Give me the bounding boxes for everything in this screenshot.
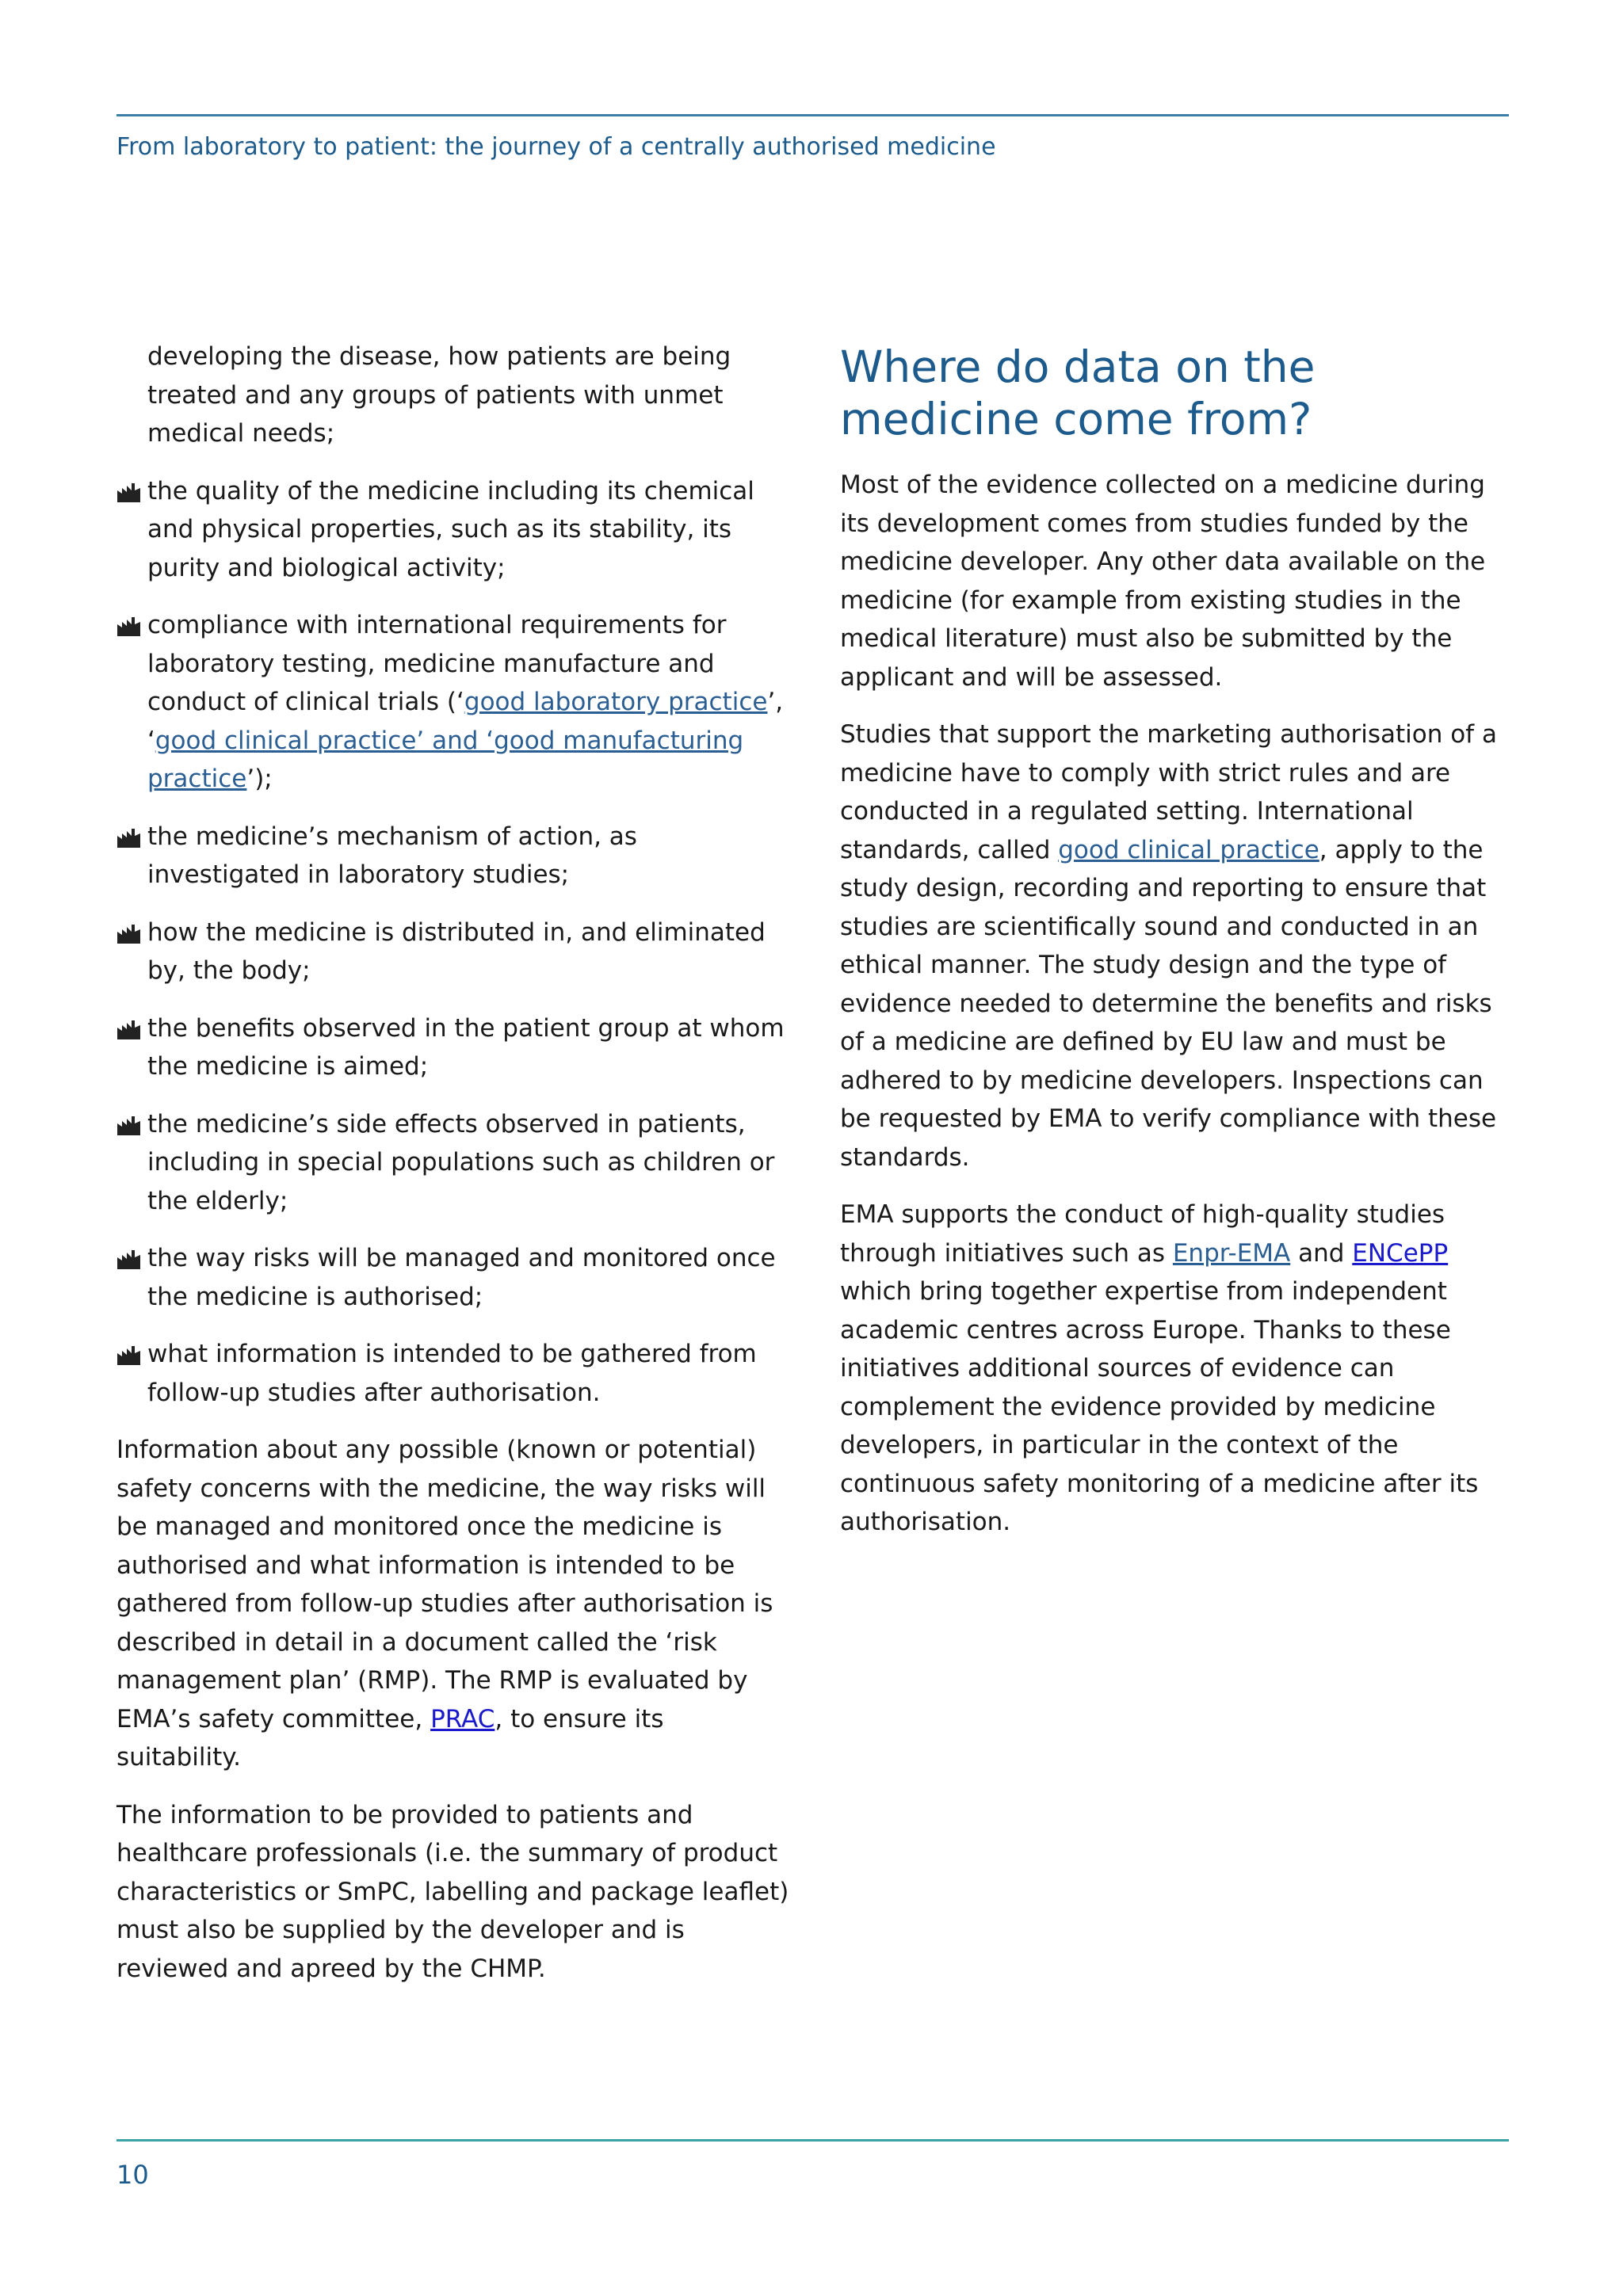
list-item-text: ’); bbox=[246, 765, 273, 793]
good-laboratory-practice-link[interactable]: good laboratory practice bbox=[464, 688, 768, 716]
factory-icon bbox=[116, 1020, 141, 1039]
rmp-paragraph bbox=[116, 1431, 790, 1777]
list-item-text: the way risks will be managed and monitored once the medicine is authorised; bbox=[147, 1244, 776, 1311]
page-number: 10 bbox=[116, 2160, 149, 2190]
product-information-paragraph: The information to be provided to patients and healthcare professionals (i.e. the summary of product characteristics or SmPC, labelling and package leaflet) must also be supplied by the developer and is reviewed and apreed by the CHMP. bbox=[116, 1800, 789, 1983]
bullet-list bbox=[116, 338, 790, 1412]
header-rule bbox=[116, 114, 1509, 116]
paragraph-text: , apply to the study design, recording and reporting to ensure that studies are scientifically sound and conducted in an ethical manner. The study design and the type of evidence needed to determine the benefits and risks of a medicine are defined by EU law and must be adhered to by medicine developers. Inspections can be requested by EMA to verify compliance with these standards. bbox=[840, 835, 1497, 1172]
section-heading: Where do data on the medicine come from? bbox=[840, 341, 1316, 444]
right-column bbox=[840, 338, 1498, 1561]
list-item bbox=[116, 818, 790, 894]
evidence-paragraph: Most of the evidence collected on a medicine during its development comes from studies funded by the medicine developer. Any other data available on the medicine (for example from existing studies in the medical literature) must also be submitted by the applicant and will be assessed. bbox=[840, 471, 1486, 692]
list-item bbox=[116, 1335, 790, 1412]
footer-rule bbox=[116, 2139, 1509, 2142]
good-clinical-practice-link[interactable]: good clinical practice bbox=[1058, 835, 1319, 864]
good-clinical-manufacturing-practice-link[interactable]: good clinical practice’ and ‘good manufacturing practice bbox=[147, 726, 744, 793]
list-item bbox=[116, 913, 790, 990]
encepp-link[interactable]: ENCePP bbox=[1352, 1238, 1449, 1268]
factory-icon bbox=[116, 617, 141, 636]
list-item bbox=[116, 1239, 790, 1316]
list-item-text: developing the disease, how patients are being treated and any groups of patients with unmet medical needs; bbox=[147, 342, 731, 448]
factory-icon bbox=[116, 483, 141, 502]
list-item bbox=[116, 1009, 790, 1086]
paragraph-text: , to ensure its suitability. bbox=[116, 1704, 664, 1772]
paragraph-text: Studies that support the marketing authorisation of a medicine have to comply with strict rules and are conducted in a regulated setting. International standards, called bbox=[840, 720, 1497, 864]
paragraph-text: Information about any possible (known or potential) safety concerns with the medicine, the way risks will be managed and monitored once the medicine is authorised and what information is intended to be gathered from follow-up studies after authorisation is described in detail in a document called the ‘risk management plan’ (RMP). The RMP is evaluated by EMA’s safety committee, bbox=[116, 1436, 773, 1733]
list-item-text: what information is intended to be gathered from follow-up studies after authorisation. bbox=[147, 1340, 757, 1407]
enpr-ema-link[interactable]: Enpr-EMA bbox=[1172, 1238, 1291, 1268]
paragraph-text: which bring together expertise from independent academic centres across Europe. Thanks to these initiatives additional sources of evidence can complement the evidence provided by medicine developers, in particular in the context of the continuous safety monitoring of a medicine after its authorisation. bbox=[840, 1277, 1479, 1536]
factory-icon bbox=[116, 829, 141, 848]
prac-link[interactable]: PRAC bbox=[430, 1704, 495, 1733]
list-item bbox=[116, 606, 790, 799]
list-item bbox=[116, 1105, 790, 1221]
factory-icon bbox=[116, 1116, 141, 1135]
paragraph-text: EMA supports the conduct of high-quality studies through initiatives such as bbox=[840, 1200, 1445, 1268]
initiatives-paragraph bbox=[840, 1196, 1498, 1542]
list-item-text: the benefits observed in the patient group at whom the medicine is aimed; bbox=[147, 1013, 785, 1081]
paragraph-text: and bbox=[1290, 1238, 1353, 1268]
factory-icon bbox=[116, 1346, 141, 1365]
factory-icon bbox=[116, 1250, 141, 1269]
list-item-text: the quality of the medicine including its chemical and physical properties, such as its stability, its purity and biological activity; bbox=[147, 476, 754, 582]
list-item-text: compliance with international requirements for laboratory testing, medicine manufacture and conduct of clinical trials (‘ bbox=[147, 611, 727, 716]
list-item bbox=[116, 472, 790, 588]
running-header: From laboratory to patient: the journey of a centrally authorised medicine bbox=[116, 133, 996, 161]
list-item-text: the medicine’s side effects observed in patients, including in special populations such as children or the elderly; bbox=[147, 1109, 775, 1215]
list-item-text: how the medicine is distributed in, and eliminated by, the body; bbox=[147, 917, 766, 985]
list-item-text: the medicine’s mechanism of action, as investigated in laboratory studies; bbox=[147, 822, 637, 889]
left-column bbox=[116, 338, 790, 2007]
studies-paragraph bbox=[840, 715, 1498, 1177]
list-item-text: ’, ‘ bbox=[147, 688, 784, 755]
factory-icon bbox=[116, 925, 141, 944]
list-item bbox=[116, 338, 790, 453]
